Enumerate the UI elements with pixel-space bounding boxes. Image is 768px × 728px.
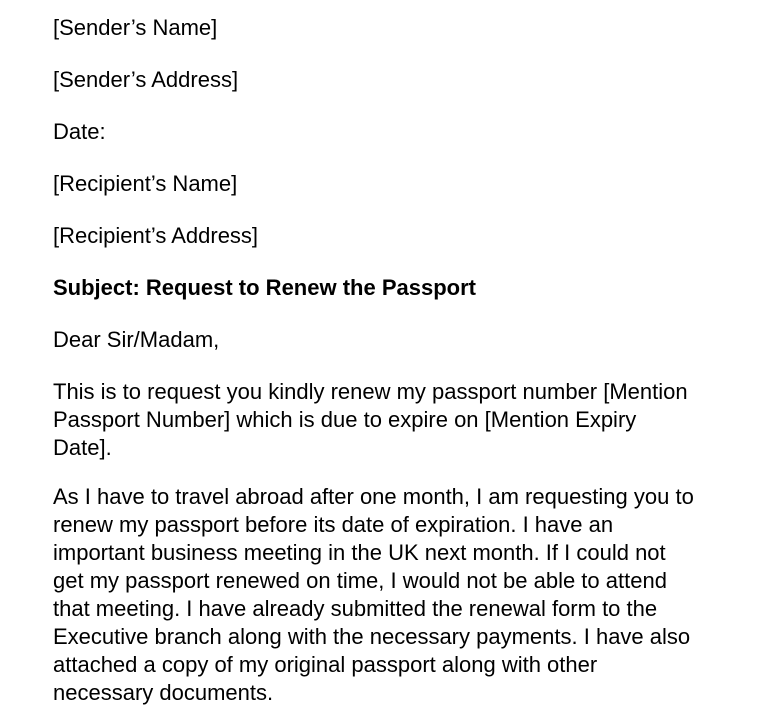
sender-name: [Sender’s Name] bbox=[53, 15, 218, 40]
subject-line: Subject: Request to Renew the Passport bbox=[53, 275, 476, 300]
letter-document bbox=[53, 14, 753, 728]
paragraph-2-line: As I have to travel abroad after one month, I am requesting you to bbox=[53, 484, 694, 509]
paragraph-1 bbox=[53, 378, 753, 462]
paragraph-2-line: Executive branch along with the necessary payments. I have also bbox=[53, 624, 691, 649]
paragraph-2-line: renew my passport before its date of expiration. I have an bbox=[53, 512, 614, 537]
sender-address: [Sender’s Address] bbox=[53, 67, 239, 92]
paragraph-2-line: necessary documents. bbox=[53, 680, 274, 705]
salutation: Dear Sir/Madam, bbox=[53, 327, 220, 352]
paragraph-2 bbox=[53, 483, 753, 707]
recipient-name: [Recipient’s Name] bbox=[53, 171, 238, 196]
recipient-address: [Recipient’s Address] bbox=[53, 223, 259, 248]
paragraph-2-line: attached a copy of my original passport along with other bbox=[53, 652, 598, 677]
paragraph-2-line: that meeting. I have already submitted the renewal form to the bbox=[53, 596, 658, 621]
paragraph-2-line: get my passport renewed on time, I would not be able to attend bbox=[53, 568, 667, 593]
paragraph-1-line: Date]. bbox=[53, 435, 112, 460]
paragraph-1-line: This is to request you kindly renew my passport number [Mention bbox=[53, 379, 688, 404]
paragraph-2-line: important business meeting in the UK next month. If I could not bbox=[53, 540, 666, 565]
date-label: Date: bbox=[53, 119, 106, 144]
paragraph-1-line: Passport Number] which is due to expire on [Mention Expiry bbox=[53, 407, 637, 432]
